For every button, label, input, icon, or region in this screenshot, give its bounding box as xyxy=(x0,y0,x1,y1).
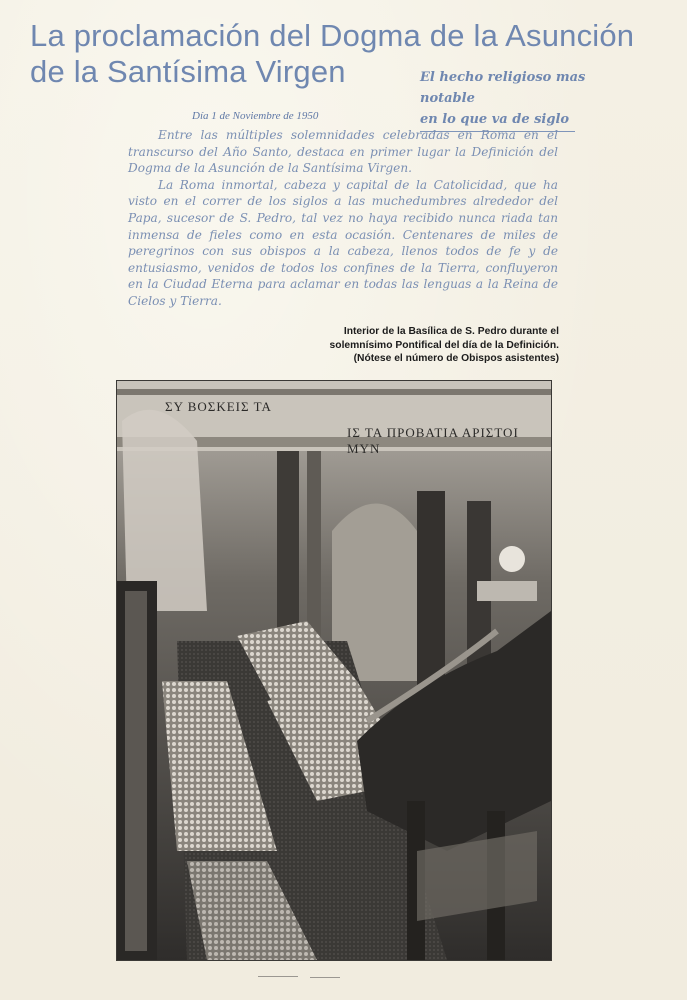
subhead-line-2: en lo que va de siglo xyxy=(420,109,575,132)
caption-line-2: solemnísimo Pontifical del día de la Definición. xyxy=(329,339,559,351)
print-speck xyxy=(310,977,340,978)
article-subhead xyxy=(420,67,640,132)
title-line-1: La proclamación del Dogma de la Asunción xyxy=(30,18,635,53)
paragraph: La Roma inmortal, cabeza y capital de la Catolicidad, que ha visto en el correr de los siglos a las muchedumbres alrededor del Papa, sucesor de S. Pedro, tal vez no haya recibido nunca riada tan inmensa de fieles como en esta ocasión. Centenares de miles de peregrinos con sus obispos a la cabeza, llenos todos de fe y de entusiasmo, venidos de todos los confines de la Tierra, confluyeron en la Ciudad Eterna para aclamar en todas las lenguas a la Reina de Cielos y Tierra. xyxy=(128,177,558,308)
caption-line-3: (Nótese el número de Obispos asistentes) xyxy=(353,353,559,365)
title-line-2: de la Santísima Virgen xyxy=(30,54,346,89)
dateline: Día 1 de Noviembre de 1950 xyxy=(192,110,319,122)
photo-caption xyxy=(304,325,559,366)
caption-line-1: Interior de la Basílica de S. Pedro durante el xyxy=(343,326,559,337)
inscription-right: ΙΣ ΤΑ ΠΡΟΒΑΤΙΑ ΑΡΙΣΤΟΙ ΜΥΝ xyxy=(347,425,519,456)
inscription-left: ΣΥ ΒΟΣΚΕΙΣ ΤΑ xyxy=(165,399,272,414)
paragraph: Entre las múltiples solemnidades celebradas en Roma en el transcurso del Año Santo, destaca en primer lugar la Definición del Dogma de la Asunción de la Santísima Virgen. xyxy=(128,128,558,176)
photo-illustration xyxy=(117,381,551,960)
article-body xyxy=(128,127,558,310)
subhead-line-1: El hecho religioso mas notable xyxy=(420,70,586,106)
print-speck xyxy=(258,976,298,977)
basilica-photo xyxy=(117,381,551,960)
